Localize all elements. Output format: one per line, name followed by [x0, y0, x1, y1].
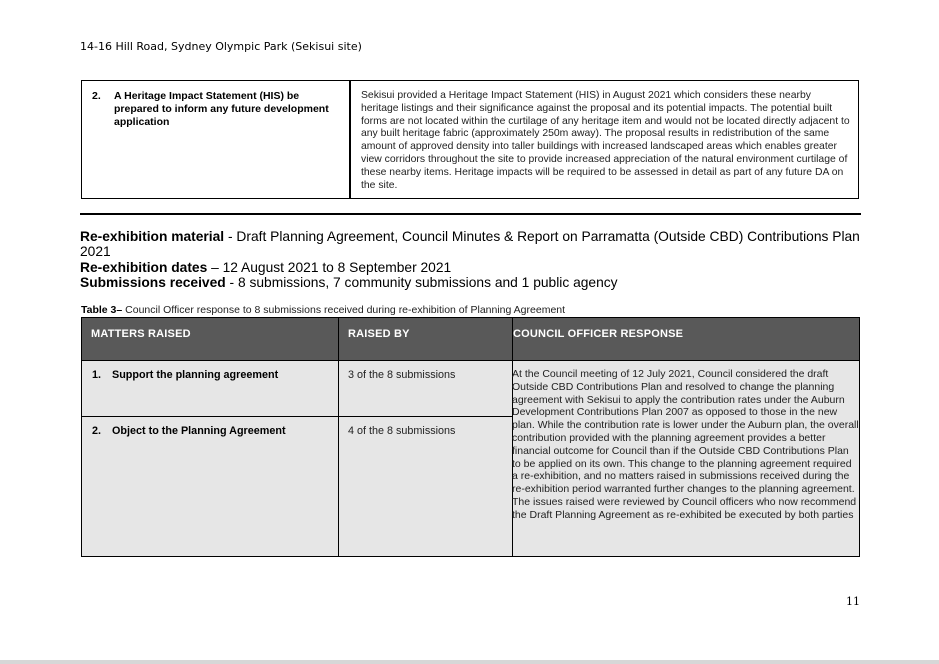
header-matters-raised: MATTERS RAISED [91, 328, 191, 340]
heritage-matter-text: A Heritage Impact Statement (HIS) be prepared to inform any future development application [114, 90, 329, 128]
page-bottom-edge [0, 660, 939, 664]
row-matter-text: Object to the Planning Agreement [112, 425, 286, 437]
re-exhibition-summary [80, 229, 860, 290]
council-officer-response-text: At the Council meeting of 12 July 2021, Council considered the draft Outside CBD Contributions Plan and resolved to change the planning agreement with Sekisui to apply the contribution rates under the Auburn Development Contributions Plan 2007 as opposed to those in the new plan. While the contribution rate is lower under the Auburn plan, the overall contribution provided with the planning agreement provides a better financial outcome for Council than if the Outside CBD Contributions Plan to be applied on its own. This change to the planning agreement required a re-exhibition, and no matters raised in submissions received during the re-exhibition period warranted further changes to the planning agreement. The issues raised were reviewed by Council officers who now recommend the Draft Planning Agreement as re-exhibited be executed by both parties [512, 368, 859, 521]
table-row-matter [92, 369, 278, 381]
row-divider [82, 416, 512, 417]
header-raised-by: RAISED BY [348, 328, 410, 340]
row-matter-text: Support the planning agreement [112, 369, 279, 381]
dates-text: – 12 August 2021 to 8 September 2021 [207, 259, 452, 275]
heritage-table [81, 80, 859, 199]
row-number: 2. [92, 425, 102, 437]
table-header-row [82, 318, 859, 361]
document-header: 14-16 Hill Road, Sydney Olympic Park (Sekisui site) [80, 40, 362, 53]
submissions-text: - 8 submissions, 7 community submissions and 1 public agency [225, 274, 618, 290]
submissions-received-line [80, 275, 860, 290]
submissions-table [81, 317, 860, 557]
dates-label: Re-exhibition dates [80, 259, 208, 275]
row-raised-by: 3 of the 8 submissions [348, 369, 456, 381]
table-caption-label: Table 3– [81, 304, 123, 316]
material-text: - Draft Planning Agreement, Council Minutes & Report on Parramatta (Outside CBD) Contributions Plan 2021 [80, 229, 860, 260]
table-caption [81, 304, 565, 316]
material-label: Re-exhibition material [80, 229, 225, 244]
table-caption-text: Council Officer response to 8 submissions received during re-exhibition of Planning Agreement [122, 304, 566, 316]
heritage-item-number: 2. [92, 90, 101, 102]
header-council-officer-response: COUNCIL OFFICER RESPONSE [513, 328, 684, 340]
re-exhibition-material-line [80, 229, 860, 260]
column-divider [338, 318, 339, 556]
page-number: 11 [846, 595, 860, 608]
row-number: 1. [92, 369, 102, 381]
re-exhibition-dates-line [80, 260, 860, 275]
section-divider [80, 213, 861, 215]
table-row-matter [92, 425, 286, 437]
row-raised-by: 4 of the 8 submissions [348, 425, 456, 437]
heritage-response-text: Sekisui provided a Heritage Impact Statement (HIS) in August 2021 which considers these nearby heritage listings and their significance against the proposal and its potential impacts. The potential built forms are not located within the curtilage of any heritage item and would not be located directly adjacent to any built heritage fabric (approximately 250m away). The proposal results in redistribution of the same amount of approved density into taller buildings with increased landscaped areas which enables greater view corridors throughout the site to provide increased appreciation of the natural environment curtilage of these nearby items. Heritage impacts will be required to be assessed in detail as part of any future DA on the site. [361, 90, 850, 191]
heritage-matter-cell [82, 81, 351, 198]
submissions-label: Submissions received [80, 274, 226, 290]
